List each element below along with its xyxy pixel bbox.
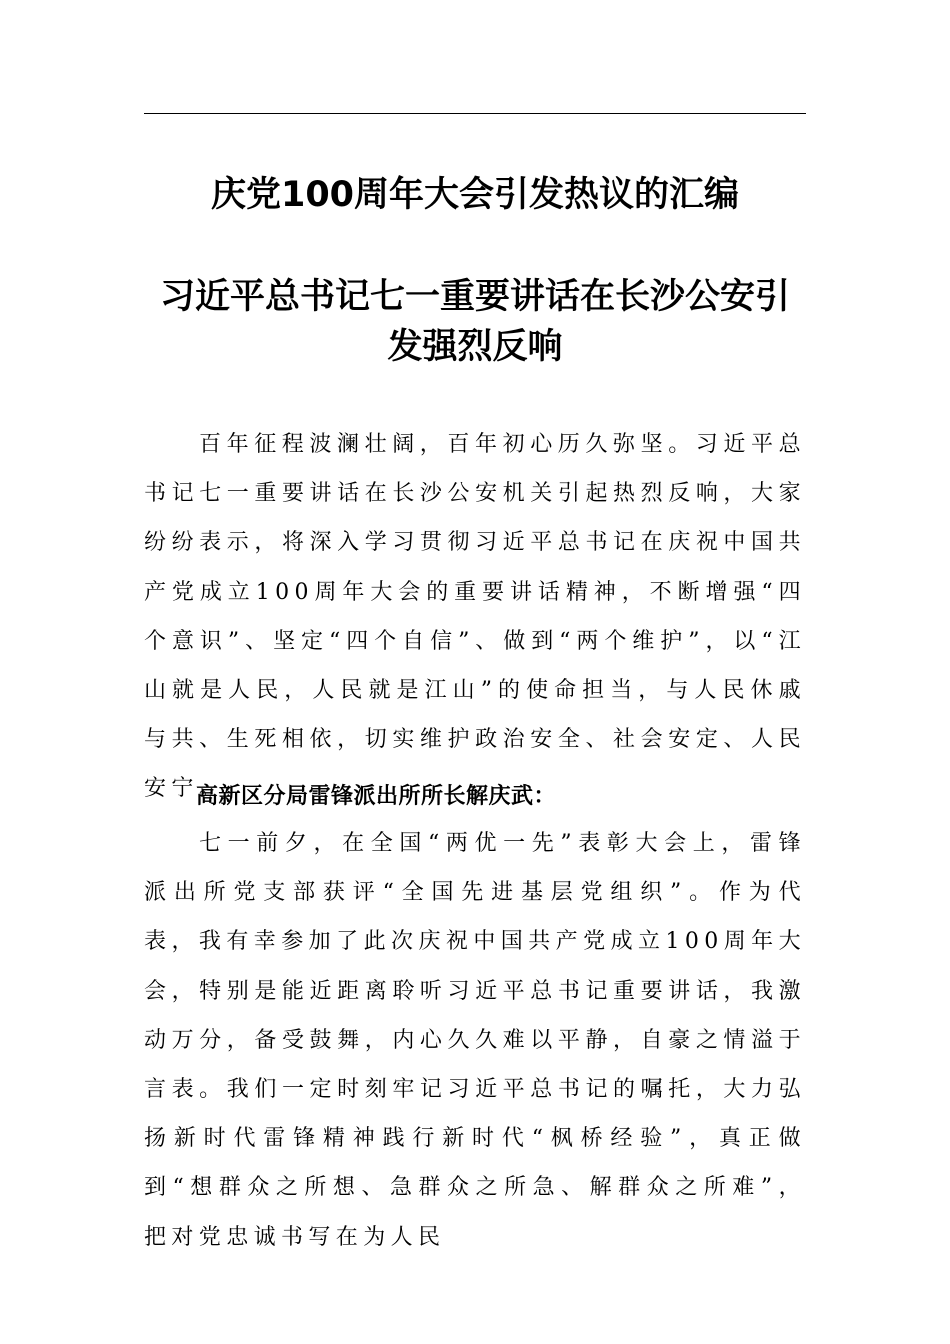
document-subtitle: 习近平总书记七一重要讲话在长沙公安引发强烈反响 [159, 277, 790, 367]
speaker-heading: 高新区分局雷锋派出所所长解庆武： [196, 784, 557, 809]
document-page [144, 0, 806, 1344]
intro-paragraph: 百年征程波澜壮阔，百年初心历久弥坚。习近平总书记七一重要讲话在长沙公安机关引起热烈反响，大家纷纷表示，将深入学习贯彻习近平总书记在庆祝中国共产党成立100周年大会的重要讲话精神，不断增强“四个意识”、坚定“四个自信”、做到“两个维护”，以“江山就是人民，人民就是江山”的使命担当，与人民休戚与共、生死相依，切实维护政治安全、社会安定、人民安宁。 [144, 432, 806, 802]
speaker-paragraph: 七一前夕，在全国“两优一先”表彰大会上，雷锋派出所党支部获评“全国先进基层党组织”。作为代表，我有幸参加了此次庆祝中国共产党成立100周年大会，特别是能近距离聆听习近平总书记重要讲话，我激动万分，备受鼓舞，内心久久难以平静，自豪之情溢于言表。我们一定时刻牢记习近平总书记的嘱托，大力弘扬新时代雷锋精神践行新时代“枫桥经验”，真正做到“想群众之所想、急群众之所急、解群众之所难”，把对党忠诚书写在为人民 [144, 831, 806, 1250]
document-title: 庆党100周年大会引发热议的汇编 [210, 175, 740, 215]
header-rule [144, 113, 806, 114]
